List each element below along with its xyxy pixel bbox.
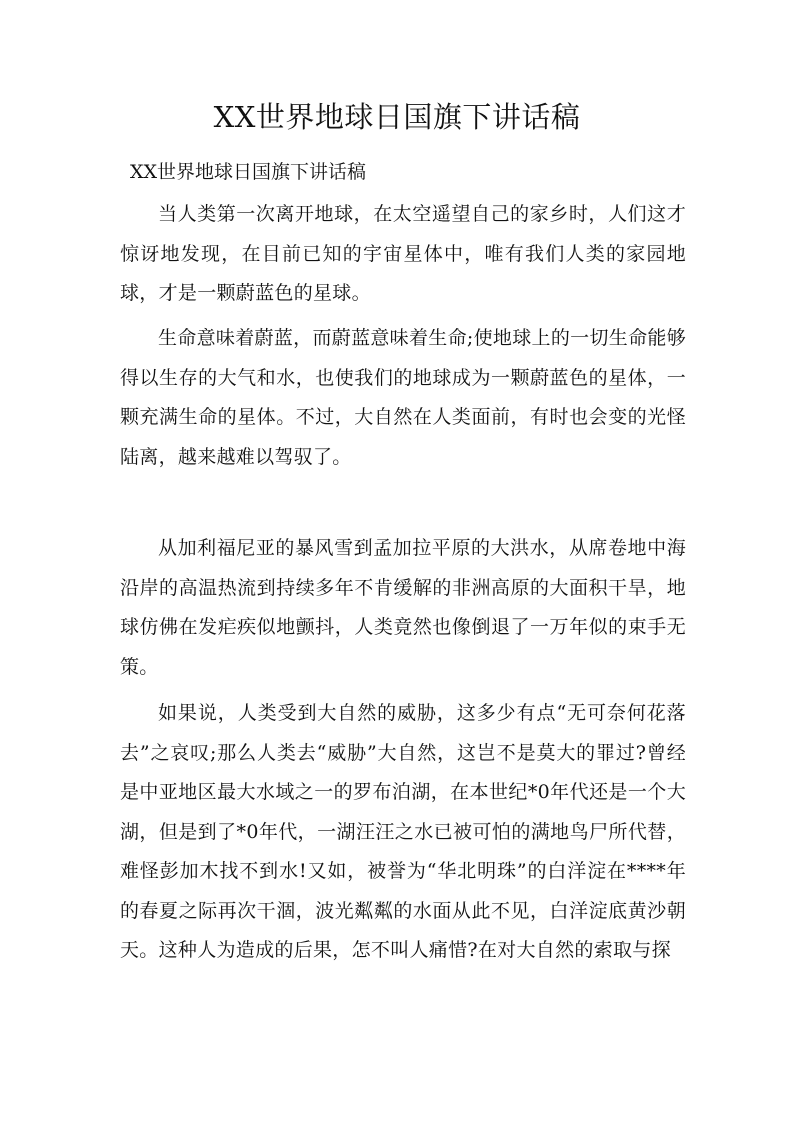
paragraph-1: 当人类第一次离开地球，在太空遥望自己的家乡时，人们这才惊讶地发现，在目前已知的宇宙星体中，唯有我们人类的家园地球，才是一颗蔚蓝色的星球。: [120, 203, 686, 304]
document-title: XX世界地球日国旗下讲话稿: [213, 100, 581, 134]
paragraph-4: 如果说，人类受到大自然的威胁，这多少有点“无可奈何花落去”之哀叹;那么人类去“威胁”大自然，这岂不是莫大的罪过?曾经是中亚地区最大水域之一的罗布泊湖，在本世纪*0年代还是一个大湖，但是到了*0年代，一湖汪汪之水已被可怕的满地鸟尸所代替，难怪彭加木找不到水!又如，被誉为“华北明珠”的白洋淀在****年的春夏之际再次干涸，波光粼粼的水面从此不见，白洋淀底黄沙朝天。这种人为造成的后果，怎不叫人痛惜?在对大自然的索取与探: [120, 702, 686, 961]
paragraph-2: 生命意味着蔚蓝，而蔚蓝意味着生命;使地球上的一切生命能够得以生存的大气和水，也使我们的地球成为一颗蔚蓝色的星体，一颗充满生命的星体。不过，大自然在人类面前，有时也会变的光怪陆离，越来越难以驾驭了。: [120, 327, 686, 468]
document-subtitle: XX世界地球日国旗下讲话稿: [130, 161, 367, 183]
paragraph-3: 从加利福尼亚的暴风雪到孟加拉平原的大洪水，从席卷地中海沿岸的高温热流到持续多年不肯缓解的非洲高原的大面积干旱，地球仿佛在发疟疾似地颤抖，人类竟然也像倒退了一万年似的束手无策。: [120, 537, 686, 678]
